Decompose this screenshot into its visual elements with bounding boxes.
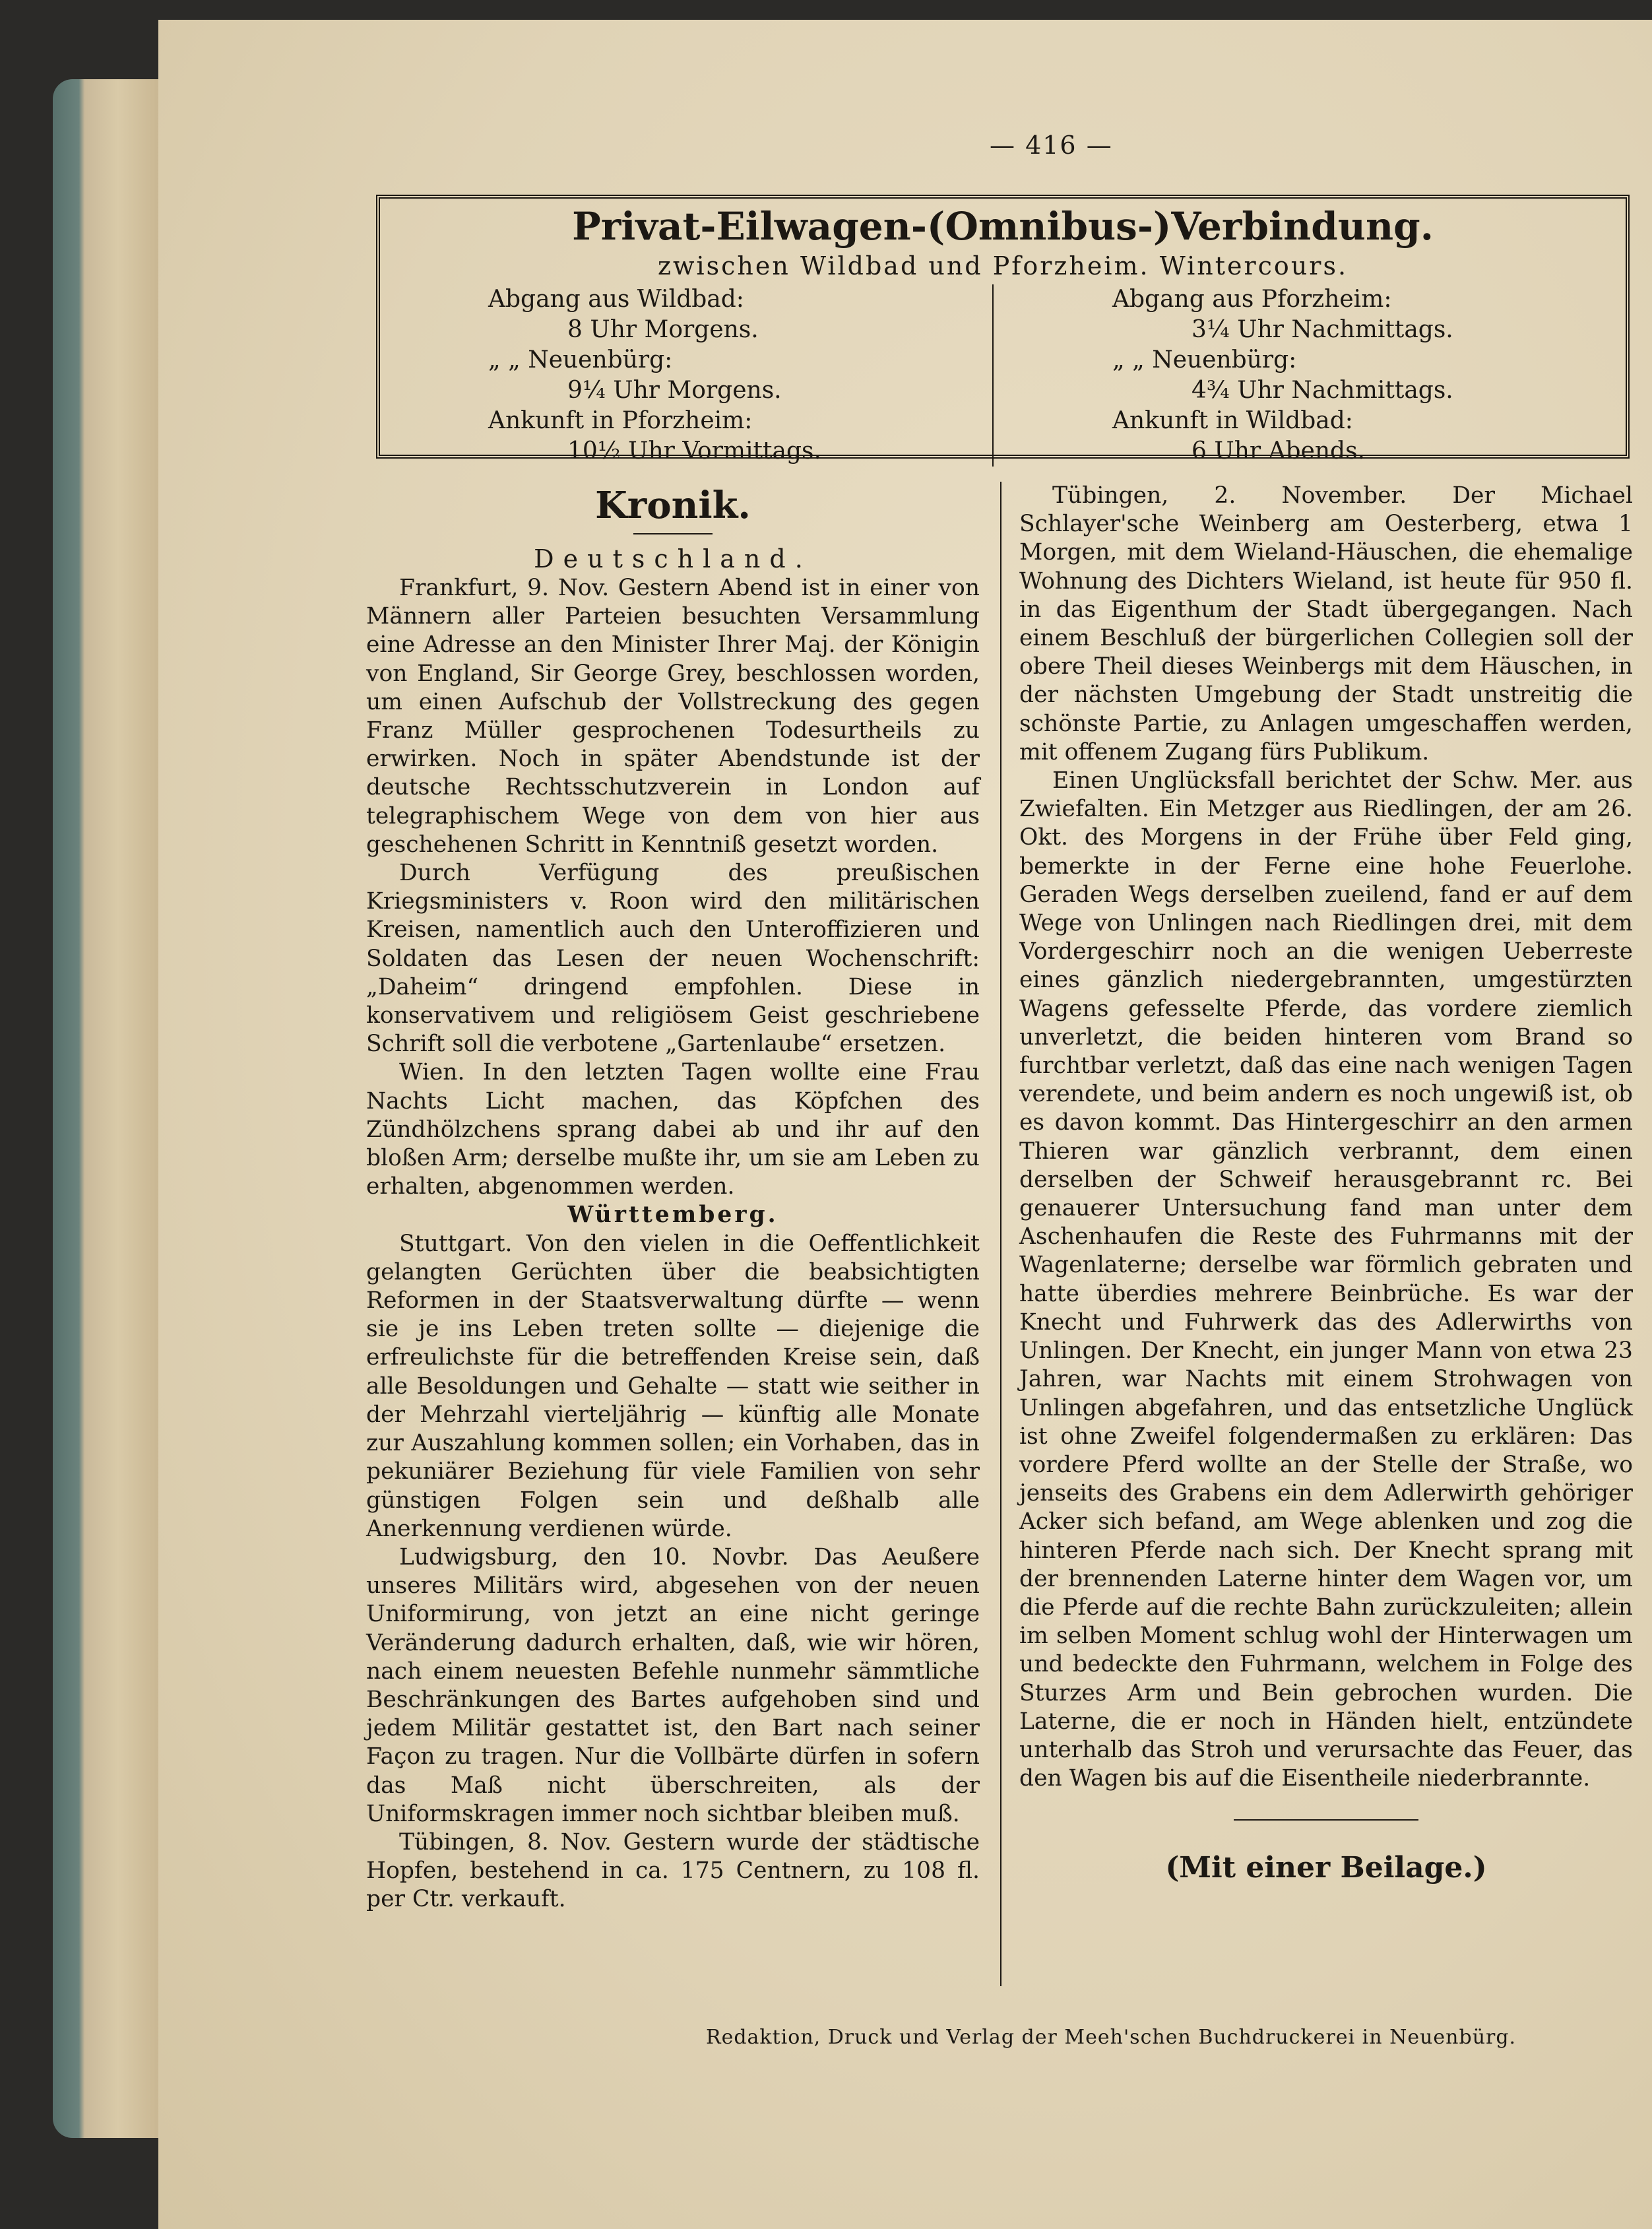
imprint: Redaktion, Druck und Verlag der Meeh'schen Buchdruckerei in Neuenbürg. (706, 2026, 1517, 2049)
region-heading: Württemberg. (567, 1202, 778, 1229)
ad-via: „ „ Neuenbürg: (1112, 346, 1297, 373)
ad-schedule (389, 284, 1616, 467)
end-rule (1234, 1819, 1418, 1821)
article-accident: Einen Unglücksfall berichtet der Schw. Mer. aus Zwiefalten. Ein Metzger aus Riedlingen, der am 26. Okt. des Morgens in der Frühe über Feld ging, bemerkte in der Ferne eine hohe Feuerlohe. Geraden Wegs derselben zueilend, fand er auf dem Wege von Unlingen nach Riedlingen drei, mit dem Vordergeschirr noch an die wenigen Ueberreste eines gänzlich niedergebrannten, umgestürzten Wagens gefesselte Pferde, das vordere ziemlich unverletzt, die beiden hinteren vom Brand so furchtbar verletzt, daß das eine nach wenigen Tagen verendete, und beim andern es noch ungewiß ist, ob es davon kommt. Das Hintergeschirr an den armen Thieren war gänzlich verbrannt, dem einen derselben der Schweif herausgebrannt rc. Bei genauerer Untersuchung fand man unter dem Aschenhaufen die Reste des Fuhrmanns mit der Wagenlaterne; derselbe war förmlich gebraten und hatte überdies mehrere Beinbrüche. Es war der Knecht und Fuhrwerk das des Adlerwirths von Unlingen. Der Knecht, ein junger Mann von etwa 23 Jahren, war Nachts mit einem Strohwagen von Unlingen abgefahren, und das entsetzliche Unglück ist ohne Zweifel folgendermaßen zu erklären: Das vordere Pferd wollte an der Stelle der Straße, wo jenseits des Grabens ein dem Adlerwirth gehöriger Acker sich befand, am Wege ablenken und zog die hinteren Pferde nach sich. Der Knecht sprang mit der brennenden Laterne hinter dem Wagen vor, um die Pferde auf die rechte Bahn zurückzuleiten; allein im selben Moment schlug wohl der Hinterwagen um und bedeckte den Fuhrmann, welchem in Folge des Sturzes Arm und Bein gebrochen wurden. Die Laterne, die er noch in Händen hielt, entzündete unterhalb das Stroh und verursachte das Feuer, das den Wagen bis auf die Eisentheile niederbrannte. (1019, 767, 1633, 1792)
article-tuebingen-hops: Tübingen, 8. Nov. Gestern wurde der städtische Hopfen, bestehend in ca. 175 Centnern, zu 108 fl. per Ctr. verkauft. (366, 1828, 980, 1913)
stagecoach-advertisement (376, 195, 1630, 465)
ad-arrival-heading: Ankunft in Wildbad: (1112, 407, 1353, 434)
page-number: — 416 — (990, 131, 1113, 160)
ad-schedule-from-wildbad (389, 284, 992, 467)
ad-arrival-heading: Ankunft in Pforzheim: (488, 407, 753, 434)
ad-subtitle: zwischen Wildbad und Pforzheim. Wintercours. (657, 251, 1349, 280)
section-title: Kronik. (595, 484, 751, 527)
article-ludwigsburg: Ludwigsburg, den 10. Novbr. Das Aeußere unseres Militärs wird, abgesehen von der neuen Uniformirung, von jetzt an eine nicht geringe Veränderung dadurch erhalten, daß, wie wir hören, nach einem neuesten Befehle nunmehr sämmtliche Beschränkungen des Bartes aufgehoben sind und jedem Militär gestattet ist, den Bart nach seiner Façon zu tragen. Nur die Vollbärte dürfen in sofern das Maß nicht überschreiten, als der Uniformskragen immer noch sichtbar bleiben muß. (366, 1543, 980, 1827)
ad-departure-heading: Abgang aus Pforzheim: (1112, 286, 1392, 313)
ad-departure-heading: Abgang aus Wildbad: (488, 286, 744, 313)
ad-arrival-time: 6 Uhr Abends. (1191, 437, 1366, 465)
article-frankfurt: Frankfurt, 9. Nov. Gestern Abend ist in einer von Männern aller Parteien besuchten Versammlung eine Adresse an den Minister Ihrer Maj. der Königin von England, Sir George Grey, beschlossen worden, um einen Aufschub der Vollstreckung des gegen Franz Müller gesprochenen Todesurtheils zu erwirken. Noch in später Abendstunde ist der deutsche Rechtsschutzverein in London auf telegraphischem Wege von dem von hier aus geschehenen Schritt in Kenntniß gesetzt worden. (366, 575, 980, 858)
ad-title: Privat-Eilwagen-(Omnibus-)Verbindung. (572, 204, 1434, 249)
ad-schedule-from-pforzheim (992, 284, 1616, 467)
newspaper-page (158, 20, 1652, 2229)
country-heading: Deutschland. (534, 544, 812, 573)
right-column (1019, 482, 1633, 1883)
ad-departure-time: 3¼ Uhr Nachmittags. (1191, 316, 1453, 343)
title-rule (633, 533, 713, 534)
ad-via: „ „ Neuenbürg: (488, 346, 673, 373)
left-column (366, 482, 980, 1914)
ad-via-time: 9¼ Uhr Morgens. (567, 377, 782, 404)
ad-arrival-time: 10½ Uhr Vormittags. (567, 437, 821, 465)
article-tuebingen-vineyard: Tübingen, 2. November. Der Michael Schlayer'sche Weinberg am Oesterberg, etwa 1 Morgen, mit dem Wieland-Häuschen, die ehemalige Wohnung des Dichters Wieland, ist heute für 950 fl. in das Eigenthum der Stadt übergegangen. Nach einem Beschluß der bürgerlichen Collegien soll der obere Theil dieses Weinbergs mit dem Häuschen, in der nächsten Umgebung der Stadt unstreitig die schönste Partie, zu Anlagen umgeschaffen werden, mit offenem Zugang fürs Publikum. (1019, 482, 1633, 765)
article-stuttgart: Stuttgart. Von den vielen in die Oeffentlichkeit gelangten Gerüchten über die beabsichtigten Reformen in der Staatsverwaltung dürfte — wenn sie je ins Leben treten sollte — diejenige die erfreulichste für die betreffenden Kreise sein, daß alle Besoldungen und Gehalte — statt wie seither in der Mehrzahl vierteljährig — künftig alle Monate zur Auszahlung kommen sollen; ein Vorhaben, das in pekuniärer Beziehung für viele Familien von sehr günstigen Folgen sein und deßhalb alle Anerkennung verdienen würde. (366, 1230, 980, 1542)
ad-departure-time: 8 Uhr Morgens. (567, 316, 759, 343)
ad-via-time: 4¾ Uhr Nachmittags. (1191, 377, 1453, 404)
column-divider (1000, 482, 1001, 1986)
supplement-note: (Mit einer Beilage.) (1165, 1851, 1487, 1885)
article-wien: Wien. In den letzten Tagen wollte eine Frau Nachts Licht machen, das Köpfchen des Zündhölzchens sprang dabei ab und ihr auf den bloßen Arm; derselbe mußte ihr, um sie am Leben zu erhalten, abgenommen werden. (366, 1059, 980, 1200)
article-columns (366, 482, 1639, 2026)
article-prussian-ministry: Durch Verfügung des preußischen Kriegsministers v. Roon wird den militärischen Kreisen, namentlich auch den Unteroffizieren und Soldaten das Lesen der neuen Wochenschrift: „Daheim“ dringend empfohlen. Diese in konservativem und religiösem Geist geschriebene Schrift soll die verbotene „Gartenlaube“ ersetzen. (366, 860, 980, 1058)
